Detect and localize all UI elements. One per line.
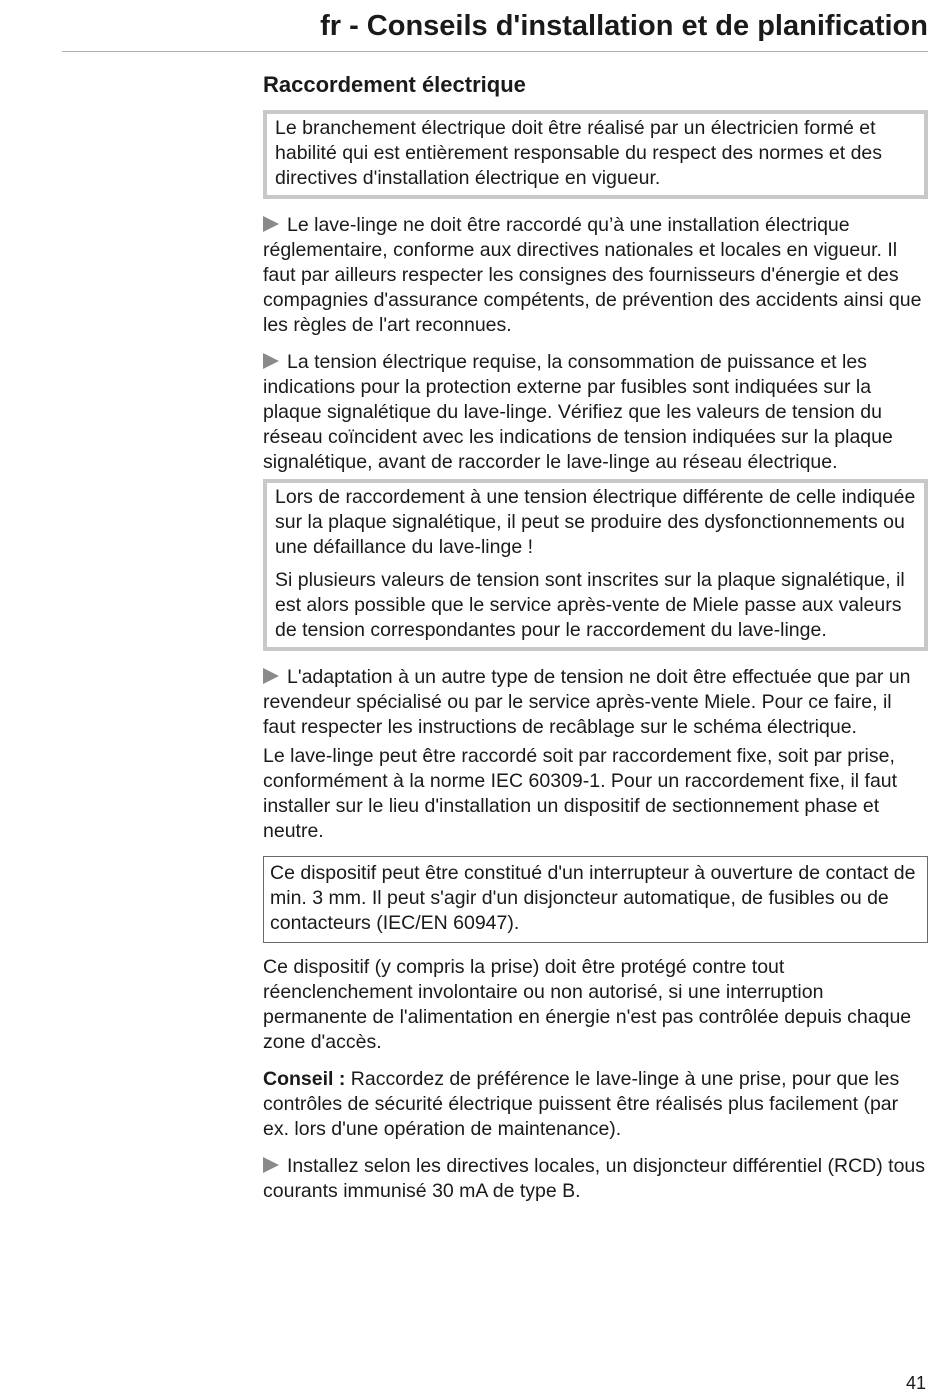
warning-text: Le branchement électrique doit être réalisé par un électricien formé et habilité qui est entièrement responsable du respect des normes et des directives d'installation électrique en vigueur.	[275, 117, 883, 189]
warning-box-voltage	[263, 479, 928, 651]
page-content	[263, 70, 928, 1216]
tip-paragraph	[263, 1067, 928, 1142]
paragraph-protection: Ce dispositif (y compris la prise) doit être protégé contre tout réenclenchement involontaire ou non autorisé, si une interruption permanente de l'alimentation en énergie n'est pas contrôlée depuis chaque zone d'accès.	[263, 956, 912, 1053]
page-header-title: fr - Conseils d'installation et de planification	[320, 10, 928, 42]
bullet-text: Installez selon les directives locales, un disjoncteur différentiel (RCD) tous courants immunisé 30 mA de type B.	[263, 1155, 926, 1202]
info-text: Ce dispositif peut être constitué d'un interrupteur à ouverture de contact de min. 3 mm. Il peut s'agir d'un disjoncteur automatique, de fusibles ou de contacteurs (IEC/EN 60947).	[270, 862, 916, 934]
section-title: Raccordement électrique	[263, 72, 526, 97]
tip-label: Conseil :	[263, 1068, 346, 1090]
triangle-right-icon	[263, 353, 279, 369]
triangle-right-icon	[263, 216, 279, 232]
page-number: 41	[905, 1373, 926, 1393]
triangle-right-icon	[263, 668, 279, 684]
warning-text: Lors de raccordement à une tension électrique différente de celle indiquée sur la plaque signalétique, il peut se produire des dysfonctionnements ou une défaillance du lave-linge !	[275, 486, 916, 558]
bullet-text: La tension électrique requise, la consommation de puissance et les indications pour la protection externe par fusibles sont indiquées sur la plaque signalétique du lave-linge. Vérifiez que les valeurs de tension du réseau coïncident avec les indications de tension indiquées sur la plaque signalétique, avant de raccorder le lave-linge au réseau électrique.	[263, 351, 893, 473]
bullet-text: L'adaptation à un autre type de tension ne doit être effectuée que par un revendeur spécialisé ou par le service après-vente Miele. Pour ce faire, il faut respecter les instructions de recâblage sur le schéma électrique.	[263, 666, 911, 738]
bullet-paragraph-adaptation	[263, 665, 928, 740]
bullet-paragraph-rcd	[263, 1154, 928, 1204]
header-divider	[62, 51, 928, 52]
bullet-paragraph-voltage	[263, 350, 928, 475]
bullet-paragraph-installation	[263, 213, 928, 338]
bullet-text: Le lave-linge ne doit être raccordé qu’à une installation électrique réglementaire, conforme aux directives nationales et locales en vigueur. Il faut par ailleurs respecter les consignes des fournisseurs d'énergie et des compagnies d'assurance compétents, de prévention des accidents ainsi que les règles de l'art reconnues.	[263, 214, 922, 336]
warning-box-electrician	[263, 110, 928, 199]
warning-text: Si plusieurs valeurs de tension sont inscrites sur la plaque signalétique, il est alors possible que le service après-vente de Miele passe aux valeurs de tension correspondantes pour le raccordement du lave-linge.	[275, 569, 905, 641]
paragraph-connection: Le lave-linge peut être raccordé soit par raccordement fixe, soit par prise, conformément à la norme IEC 60309-1. Pour un raccordement fixe, il faut installer sur le lieu d'installation un dispositif de sectionnement phase et neutre.	[263, 745, 898, 842]
tip-text: Raccordez de préférence le lave-linge à une prise, pour que les contrôles de sécurité électrique puissent être réalisés plus facilement (par ex. lors d'une opération de maintenance).	[263, 1068, 900, 1140]
info-box-device	[263, 856, 928, 943]
triangle-right-icon	[263, 1157, 279, 1173]
